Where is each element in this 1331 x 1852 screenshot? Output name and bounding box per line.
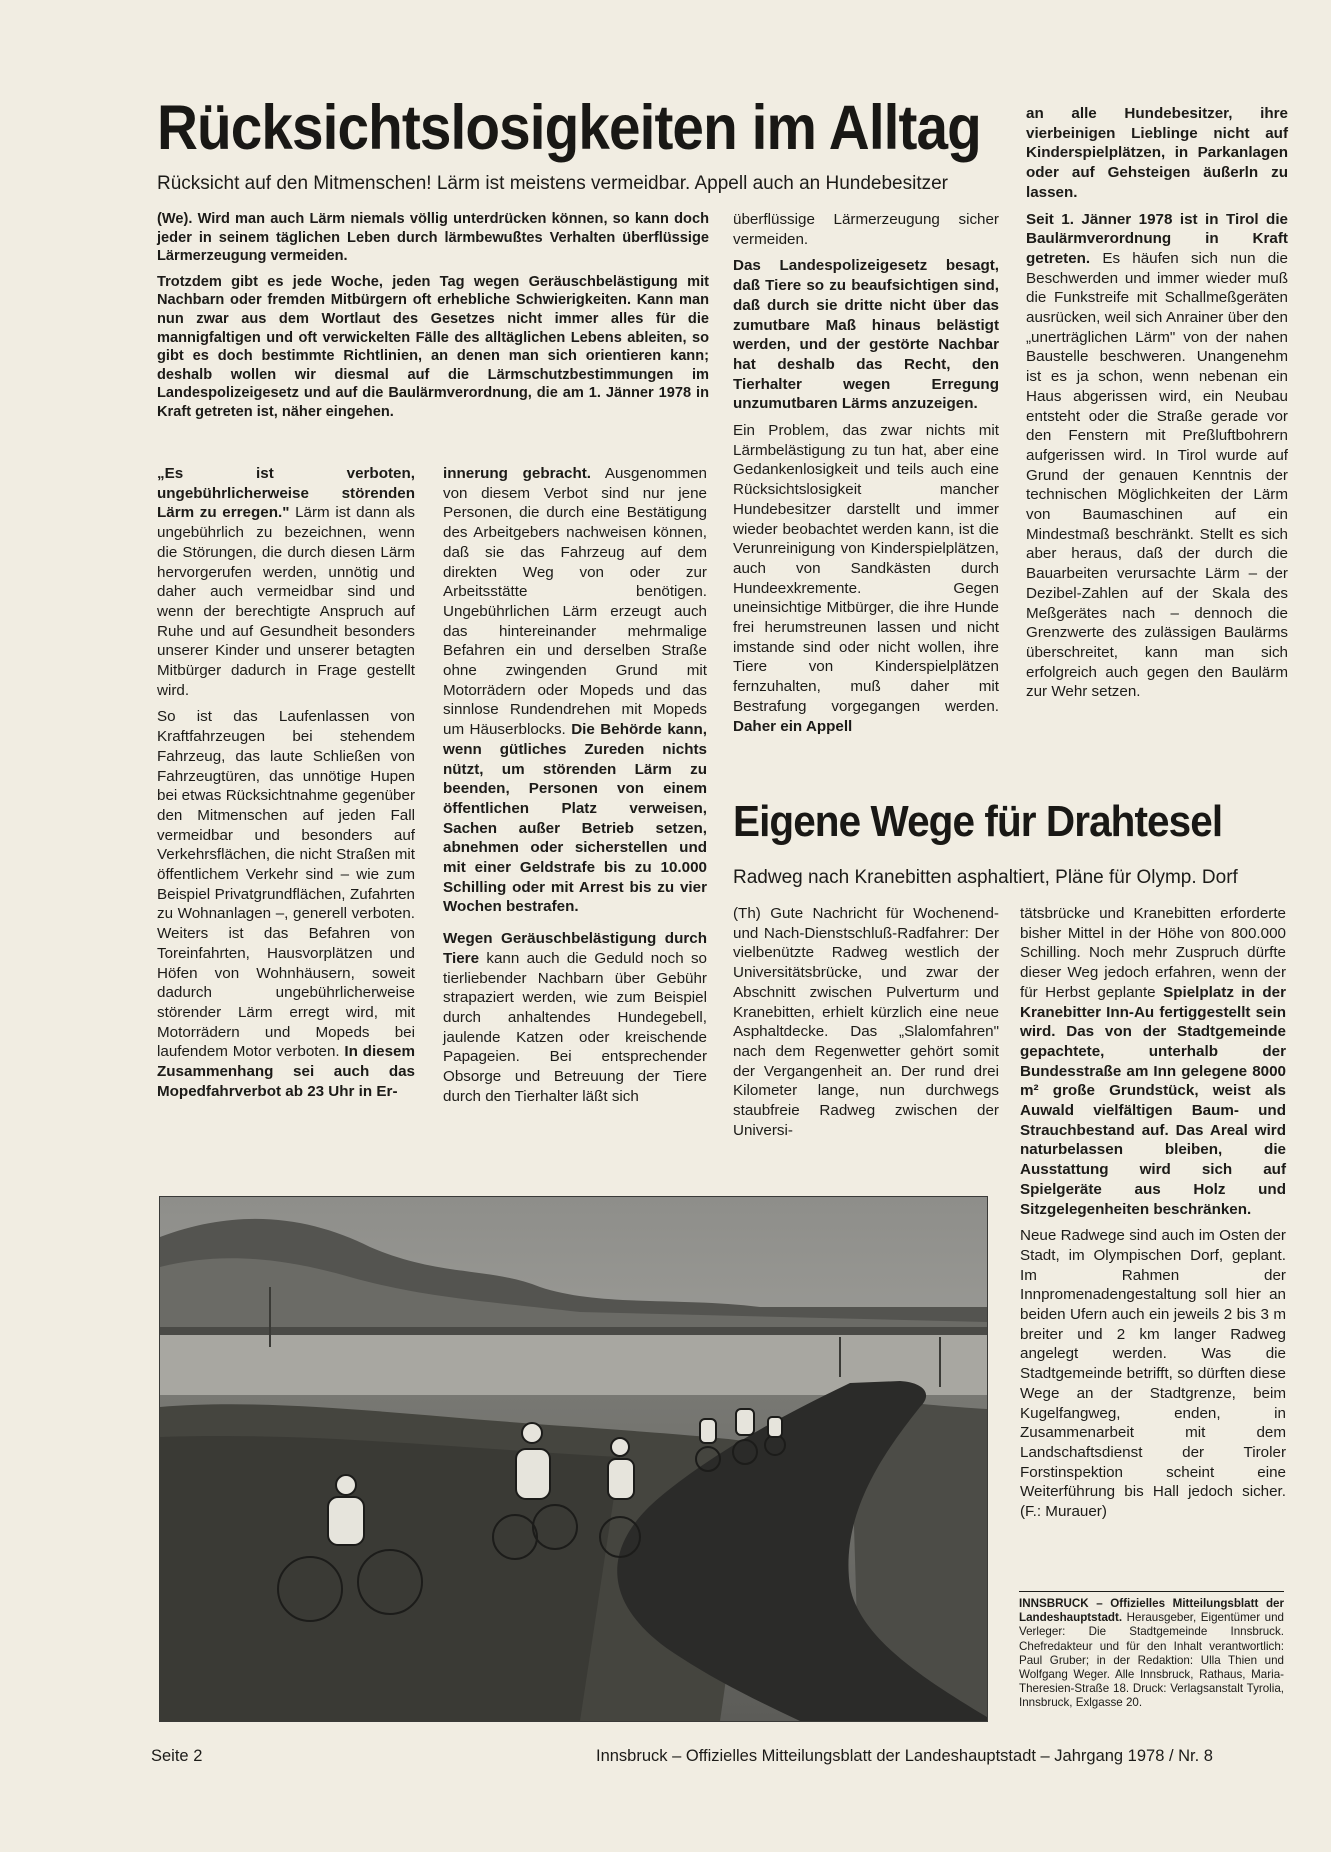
lead-paragraph: (We). Wird man auch Lärm niemals völlig unterdrücken können, so kann doch jeder in seinem täglichen Leben durch lärmbewußtes Verhalten überflüssige Lärmerzeugung vermeiden. xyxy=(157,211,709,265)
article-column-2 xyxy=(443,464,707,1114)
publication-line: Innsbruck – Offizielles Mitteilungsblatt der Landeshauptstadt – Jahrgang 1978 / Nr. 8 xyxy=(596,1747,1213,1765)
cyclists-photo-image xyxy=(160,1197,987,1721)
bold-text: In diesem Zusammenhang sei auch das Mopedfahrverbot ab 23 Uhr in Er- xyxy=(157,1043,416,1100)
body-text: tätsbrücke und Kranebitten erforderte bisher Mittel in der Höhe von 800.000 Schilling. Noch mehr Zuspruch dürfte dieser Weg jedoch erfahren, wenn der für Herbst geplante xyxy=(1020,905,1286,1001)
bold-text: Spielplatz in der Kranebitter Inn-Au fertiggestellt sein wird. Das von der Stadtgemeinde gepachtete, unterhalb der Bundesstraße am Inn gelegene 8000 m² große Grundstück, weist als Auwald vielfältigen Baum- und Strauchbestand auf. Das Areal wird naturbelassen bleiben, die Ausstattung wird sich auf Spielgeräte aus Holz und Sitzgelegenheiten beschränken. xyxy=(1020,983,1286,1218)
article-column-3 xyxy=(733,210,999,743)
body-paragraph: überflüssige Lärmerzeugung sicher vermeiden. xyxy=(733,211,999,248)
lead-paragraph: Trotzdem gibt es jede Woche, jeden Tag wegen Geräuschbelästigung mit Nachbarn oder fremden Mitbürgern oft erhebliche Schwierigkeiten. Kann man nun zwar aus dem Wortlaut des Gesetzes nicht immer alles für die mannigfaltigen und oft verwickelten Fälle des alltäglichen Lebens ableiten, so gibt es doch bestimmte Richtlinien, an denen man sich orientieren kann; deshalb wollen wir diesmal auf die Lärmschutzbestimmungen im Landespolizeigesetz und auf die Baulärmverordnung, die am 1. Jänner 1978 in Kraft getreten ist, näher eingehen. xyxy=(157,273,709,420)
body-paragraph xyxy=(1020,904,1286,1219)
body-text: Ausgenommen von diesem Verbot sind nur jene Personen, die durch eine Bestätigung des Arbeitgebers nachweisen können, daß sie das Fahrzeug auf dem direkten Weg von oder zur Arbeitsstätte benötigen. Ungebührlichen Lärm erzeugt auch das hintereinander mehrmalige Befahren ein und derselben Straße ohne zwingenden Grund mit Motorrädern oder Mopeds und das sinnlose Rundendrehen mit Mopeds um Häuserblocks. xyxy=(443,465,707,739)
imprint-text: Herausgeber, Eigentümer und Verleger: Die Stadtgemeinde Innsbruck. Chefredakteur und für den Inhalt verantwortlich: Paul Gruber; in der Redaktion: Ulla Thien und Wolfgang Weger. Alle Innsbruck, Rathaus, Maria-Theresien-Straße 18. Druck: Verlagsanstalt Tyrolia, Innsbruck, Exlgasse 20. xyxy=(1019,1611,1284,1710)
article-column-5 xyxy=(733,904,999,1147)
body-paragraph: Neue Radwege sind auch im Osten der Stadt, im Olympischen Dorf, geplant. Im Rahmen der Innpromenadengestaltung soll hier an beiden Ufern auch ein jeweils 2 bis 3 m breiter und 2 km langer Radweg angelegt werden. Was die Stadtgemeinde betrifft, so dürften diese Wege an der Stadtgrenze, beim Kugelfangweg, enden, in Zusammenarbeit mit dem Landschaftsdienst der Tiroler Forstinspektion scheint eine Weiterführung bis Hall jedoch sicher. (F.: Murauer) xyxy=(1020,1227,1286,1521)
imprint-rule xyxy=(1019,1591,1284,1592)
article-column-1 xyxy=(157,464,415,1109)
body-paragraph xyxy=(157,707,415,1101)
bold-text: innerung gebracht. xyxy=(443,465,591,482)
body-paragraph: Das Landespolizeigesetz besagt, daß Tiere so zu beaufsichtigen sind, daß durch sie dritte nicht über das zumutbare Maß hinaus belästigt werden, und der gestörte Nachbar hat deshalb das Recht, den Tierhalter wegen Erregung unzumutbaren Lärms anzuzeigen. xyxy=(733,257,999,413)
cyclists-photo xyxy=(159,1196,988,1722)
body-paragraph xyxy=(443,929,707,1106)
page-number: Seite 2 xyxy=(151,1747,203,1765)
body-paragraph: an alle Hundebesitzer, ihre vierbeinigen Lieblinge nicht auf Kinderspielplätzen, in Parkanlagen oder auf Gehsteigen äußerln zu lassen. xyxy=(1026,105,1288,201)
body-text: Lärm ist dann als ungebührlich zu bezeichnen, wenn die Störungen, die durch diesen Lärm hervorgerufen werden, unnötig und daher auch vermeidbar sind und wenn der berechtigte Anspruch auf Ruhe und auf Gesundheit besonders unserer Kinder und unserer betagten Mitbürger dadurch in Frage gestellt wird. xyxy=(157,504,415,699)
imprint-title: INNSBRUCK – Offizielles Mitteilungsblatt der Landeshauptstadt. xyxy=(1019,1597,1284,1625)
body-text: kann auch die Geduld noch so tierliebender Nachbarn über Gebühr strapaziert werden, wie zum Beispiel durch anhaltendes Hundegebell, jaulende Katzen oder kreischende Papageien. Bei entsprechender Obsorge und Betreuung der Tiere durch den Tierhalter läßt sich xyxy=(443,949,707,1105)
body-text: Es häufen sich nun die Beschwerden und immer wieder muß die Funkstreife mit Schallmeßgeräten ausrücken, weil sich Anrainer über den „unerträglichen Lärm" von der nahen Baustelle beschweren. Unangenehm ist es ja schon, wenn nebenan ein Haus abgerissen wird, ein Neubau entsteht oder die Straße gerade vor den Fenstern mit Preßluftbohrern aufgerissen wird. In Tirol wurde auf Grund der genauen Kenntnis der technischen Möglichkeiten der Lärm von Baumaschinen auf ein Mindestmaß beschränkt. Stellt es sich aber heraus, daß der durch die Bauarbeiten verursachte Lärm – der Dezibel-Zahlen auf der Skala des Meßgerätes nach – dennoch die Grenzwerte des zulässigen Baulärms überschreitet, kann man sich erfolgreich auch gegen den Baulärm zur Wehr setzen. xyxy=(1026,249,1288,701)
bold-text: Wegen Geräuschbelästigung durch Tiere xyxy=(443,930,707,967)
bold-text: Die Behörde kann, wenn gütliches Zureden nichts nützt, um störenden Lärm zu beenden, Personen von einem öffentlichen Platz verweisen, Sachen außer Betrieb setzen, abnehmen oder sicherstellen und mit einer Geldstrafe bis zu 10.000 Schilling oder mit Arrest bis zu vier Wochen bestrafen. xyxy=(443,721,707,916)
bold-text: Daher ein Appell xyxy=(733,717,853,735)
article-subtitle: Radweg nach Kranebitten asphaltiert, Pläne für Olymp. Dorf xyxy=(733,867,1238,888)
body-text: So ist das Laufenlassen von Kraftfahrzeugen bei stehendem Fahrzeug, das laute Schließen von Fahrzeugtüren, das unnötige Hupen bei etwas Rücksichtnahme gegenüber den Mitmenschen auf jeden Fall vermeidbar und besonders auf Verkehrsflächen, die nicht Straßen mit öffentlichem Verkehr sind – wie zum Beispiel Privatgrundflächen, Zufahrten zu Wohnanlagen –, generell verboten. Weiters ist das Befahren von Toreinfahrten, Hausvorplätzen und Höfen von Wohnhäusern, soweit dadurch ungebührlicherweise störender Lärm erregt wird, mit Motorrädern und Mopeds bei laufendem Motor verboten. xyxy=(157,708,415,1061)
article-title: Eigene Wege für Drahtesel xyxy=(733,797,1223,846)
body-paragraph xyxy=(1026,210,1288,703)
body-text: Ein Problem, das zwar nichts mit Lärmbelästigung zu tun hat, aber eine Gedankenlosigkeit und teils auch eine Rücksichtslosigkeit mancher Hundebesitzer darstellt und immer wieder beobachtet werden kann, ist die Verunreinigung von Kinderspielplätzen, auch von Sandkästen durch Hundeexkremente. Gegen uneinsichtige Mitbürger, die ihre Hunde frei herumstreunen lassen und nicht imstande sind oder nicht wollen, ihre Tiere von Kinderspielplätzen fernzuhalten, muß daher mit Bestrafung vorgegangen werden. xyxy=(733,422,999,715)
bold-text: Seit 1. Jänner 1978 ist in Tirol die Baulärmverordnung in Kraft getreten. xyxy=(1026,210,1288,267)
article-column-6 xyxy=(1020,904,1286,1529)
body-paragraph: (Th) Gute Nachricht für Wochenend- und Nach-Dienstschluß-Radfahrer: Der vielbenützte Radweg westlich der Universitätsbrücke, und zwar der Abschnitt zwischen Pulverturm und Kranebitten, erhielt kürzlich eine neue Asphaltdecke. Das „Slalomfahren" nach dem Regenwetter gehört somit der Vergangenheit an. Der rund drei Kilometer lange, nun durchwegs staubfreie Radweg zwischen der Universi- xyxy=(733,905,999,1139)
bold-text: „Es ist verboten, ungebührlicherweise störenden Lärm zu erregen." xyxy=(157,465,415,522)
imprint xyxy=(1019,1591,1284,1711)
body-paragraph xyxy=(443,464,707,917)
body-paragraph xyxy=(733,421,999,736)
article-subtitle: Rücksicht auf den Mitmenschen! Lärm ist meistens vermeidbar. Appell auch an Hundebesitzer xyxy=(157,173,949,194)
body-paragraph xyxy=(157,464,415,700)
article-lead xyxy=(157,210,709,429)
article-column-4 xyxy=(1026,104,1288,709)
article-title: Rücksichtslosigkeiten im Alltag xyxy=(157,93,981,163)
